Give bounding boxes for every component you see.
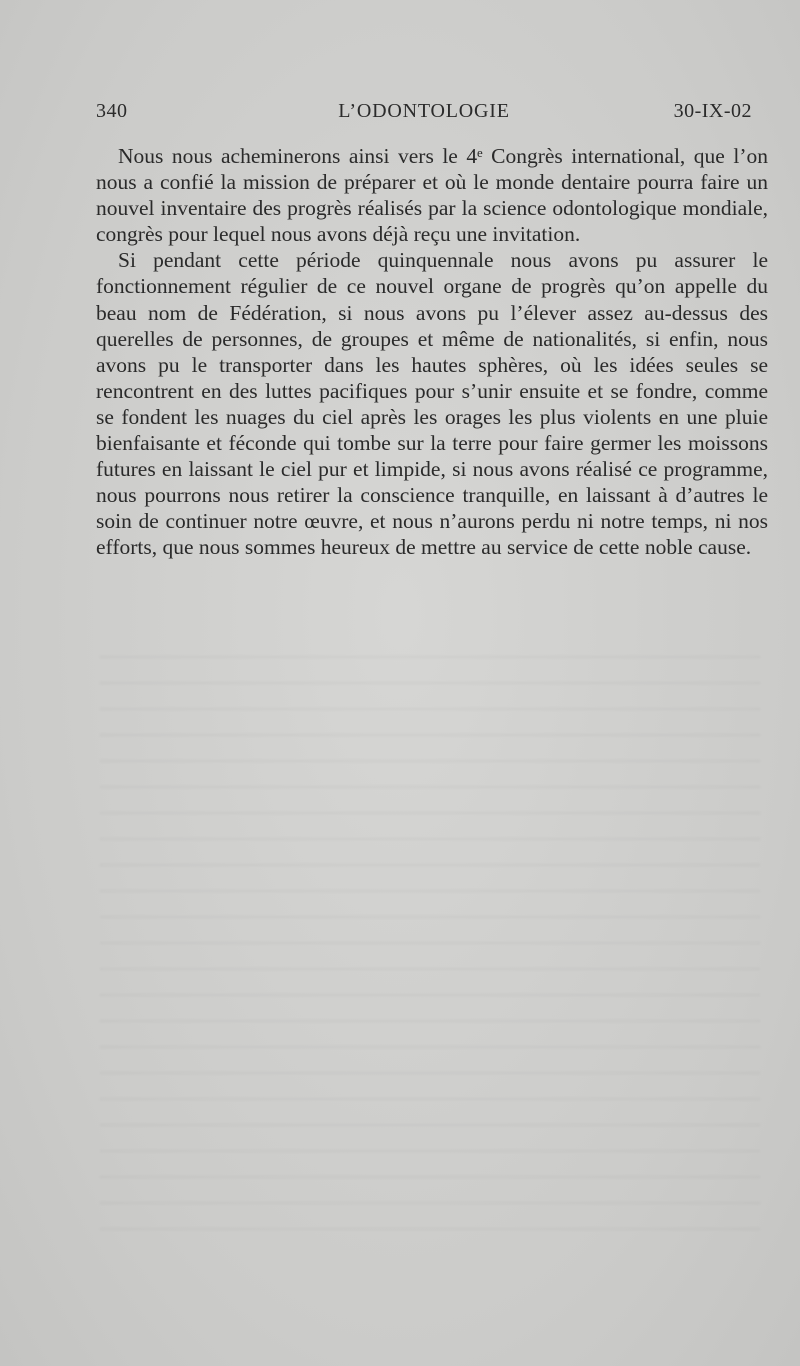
page-number: 340 [96, 100, 128, 122]
body-text [96, 143, 768, 561]
paragraph-2: Si pendant cette période quinquennale nous avons pu assurer le fonctionnement régulier de ce nouvel organe de progrès qu’on appelle du beau nom de Fédération, si nous avons pu l’élever assez au-dessus des querelles de personnes, de groupes et même de nationalités, si enfin, nous avons pu le transporter dans les hautes sphères, où les idées seules se rencontrent en des luttes pacifiques pour s’unir ensuite et se fondre, comme se fondent les nuages du ciel après les orages les plus violents en une pluie bienfaisante et féconde qui tombe sur la terre pour faire germer les moissons futures en laissant le ciel pur et limpide, si nous avons réalisé ce programme, nous pourrons nous retirer la conscience tranquille, en laissant à d’autres le soin de continuer notre œuvre, et nous n’aurons perdu ni notre temps, ni nos efforts, que nous sommes heureux de mettre au service de cette noble cause. [96, 248, 768, 560]
journal-title: L’ODONTOLOGIE [338, 100, 510, 122]
issue-date: 30-IX-02 [673, 100, 752, 122]
running-head [96, 100, 752, 130]
paragraph-1: Nous nous acheminerons ainsi vers le 4ᵉ Congrès international, que l’on nous a confié la mission de préparer et où le monde dentaire pourra faire un nouvel inventaire des progrès réalisés par la science odontologique mondiale, congrès pour lequel nous avons déjà reçu une invitation. [96, 144, 768, 247]
show-through-texture [100, 640, 760, 1240]
